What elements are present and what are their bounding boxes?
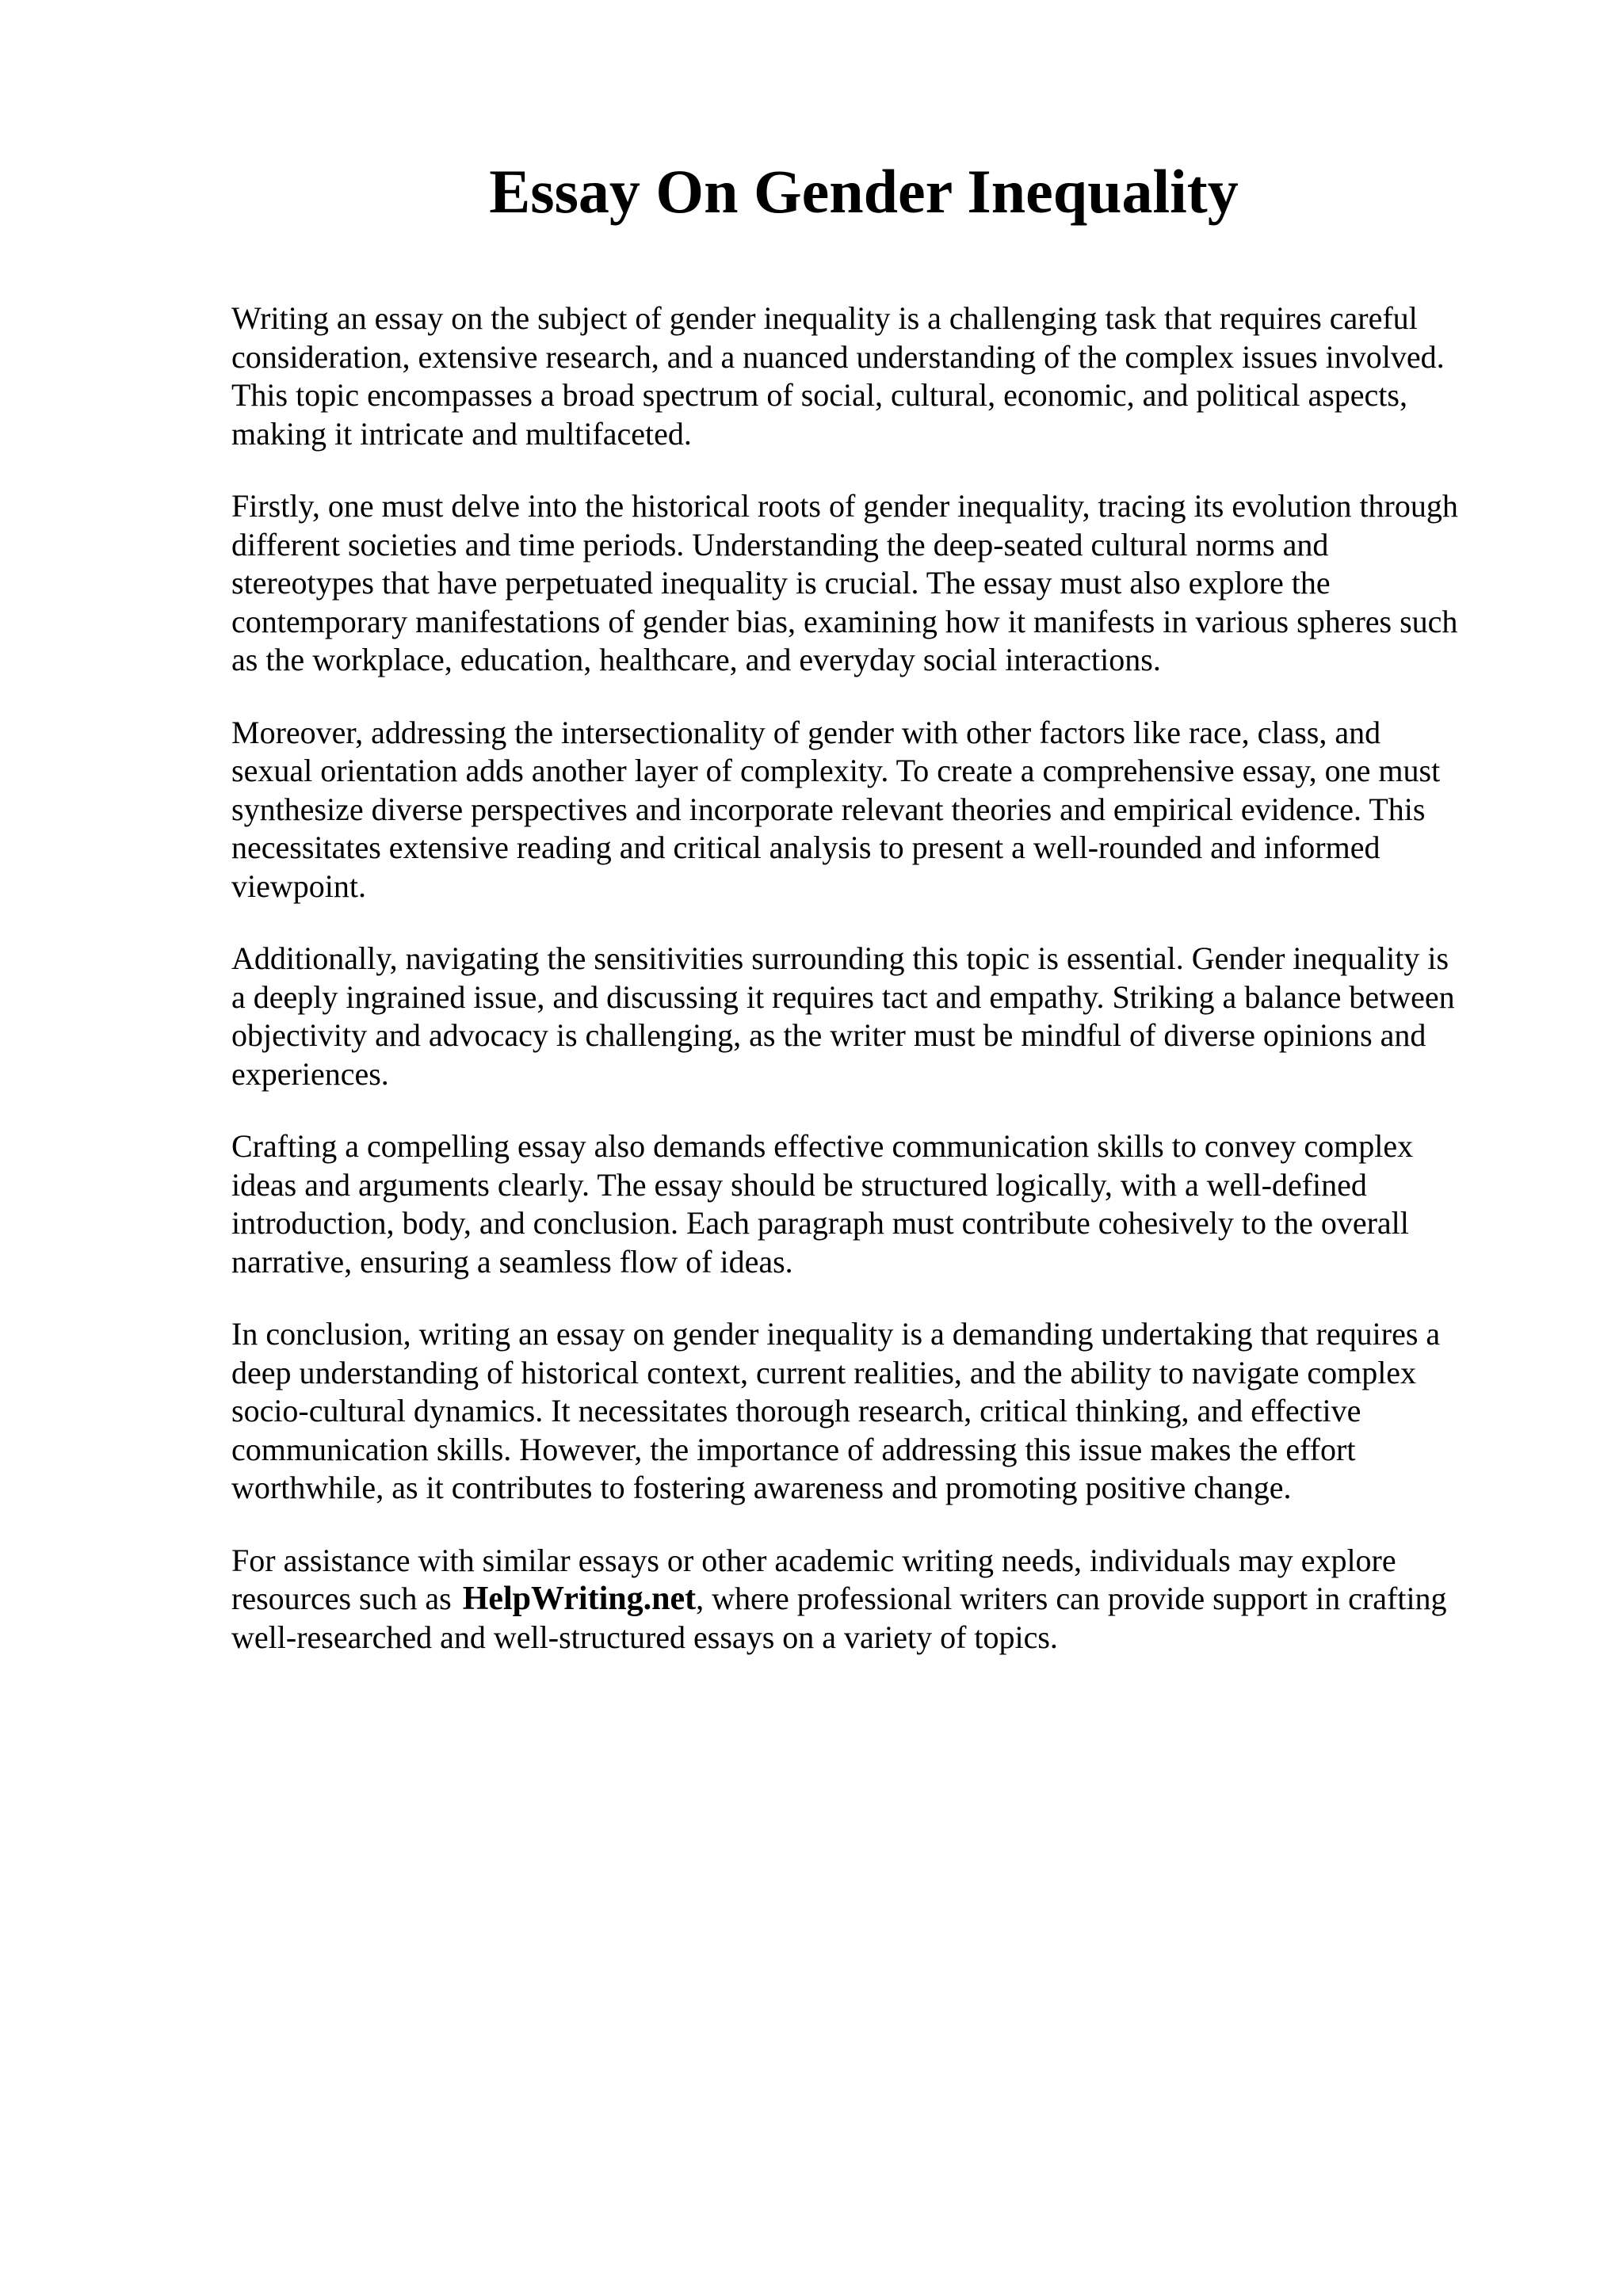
paragraph-intro: Writing an essay on the subject of gender inequality is a challenging task that requires careful consideration, extensive research, and a nuanced understanding of the complex issues involved. This topic encompasses a broad spectrum of social, cultural, economic, and political aspects, making it intricate and multifaceted. — [231, 300, 1445, 452]
paragraph-sensitivities: Additionally, navigating the sensitivities surrounding this topic is essential. Gender inequality is a deeply ingrained issue, and discussing it requires tact and empathy. Striking a balance between objectivity and advocacy is challenging, as the writer must be mindful of diverse opinions and experiences. — [231, 940, 1455, 1092]
closing-text-before-link: For assistance with similar essays or other academic writing needs, individuals may explore resources such as — [231, 1542, 1396, 1616]
paragraph-communication: Crafting a compelling essay also demands effective communication skills to convey complex ideas and arguments clearly. The essay should be structured logically, with a well-defined introduction, body, and conclusion. Each paragraph must contribute cohesively to the overall narrative, ensuring a seamless flow of ideas. — [231, 1128, 1414, 1280]
essay-body — [231, 299, 1523, 1691]
closing-text-after-link: , where professional writers can provide support in crafting well-researched and well-structured essays on a variety of topics. — [231, 1581, 1447, 1655]
paragraph-intersectionality: Moreover, addressing the intersectionality of gender with other factors like race, class, and sexual orientation adds another layer of complexity. To create a comprehensive essay, one must synthesize diverse perspectives and incorporate relevant theories and empirical evidence. This necessitates extensive reading and critical analysis to present a well-rounded and informed viewpoint. — [231, 714, 1441, 904]
paragraph-conclusion: In conclusion, writing an essay on gender inequality is a demanding undertaking that requires a deep understanding of historical context, current realities, and the ability to navigate complex socio-cultural dynamics. It necessitates thorough research, critical thinking, and effective communication skills. However, the importance of addressing this issue makes the effort worthwhile, as it contributes to fostering awareness and promoting positive change. — [231, 1316, 1441, 1505]
paragraph-historical-roots: Firstly, one must delve into the historical roots of gender inequality, tracing its evolution through different societies and time periods. Understanding the deep-seated cultural norms and stereotypes that have perpetuated inequality is crucial. The essay must also explore the contemporary manifestations of gender bias, examining how it manifests in various spheres such as the workplace, education, healthcare, and everyday social interactions. — [231, 488, 1458, 677]
page-title: Essay On Gender Inequality — [489, 157, 1239, 226]
paragraph-closing — [231, 1542, 1523, 1657]
helpwriting-link[interactable]: HelpWriting.net — [462, 1581, 697, 1617]
